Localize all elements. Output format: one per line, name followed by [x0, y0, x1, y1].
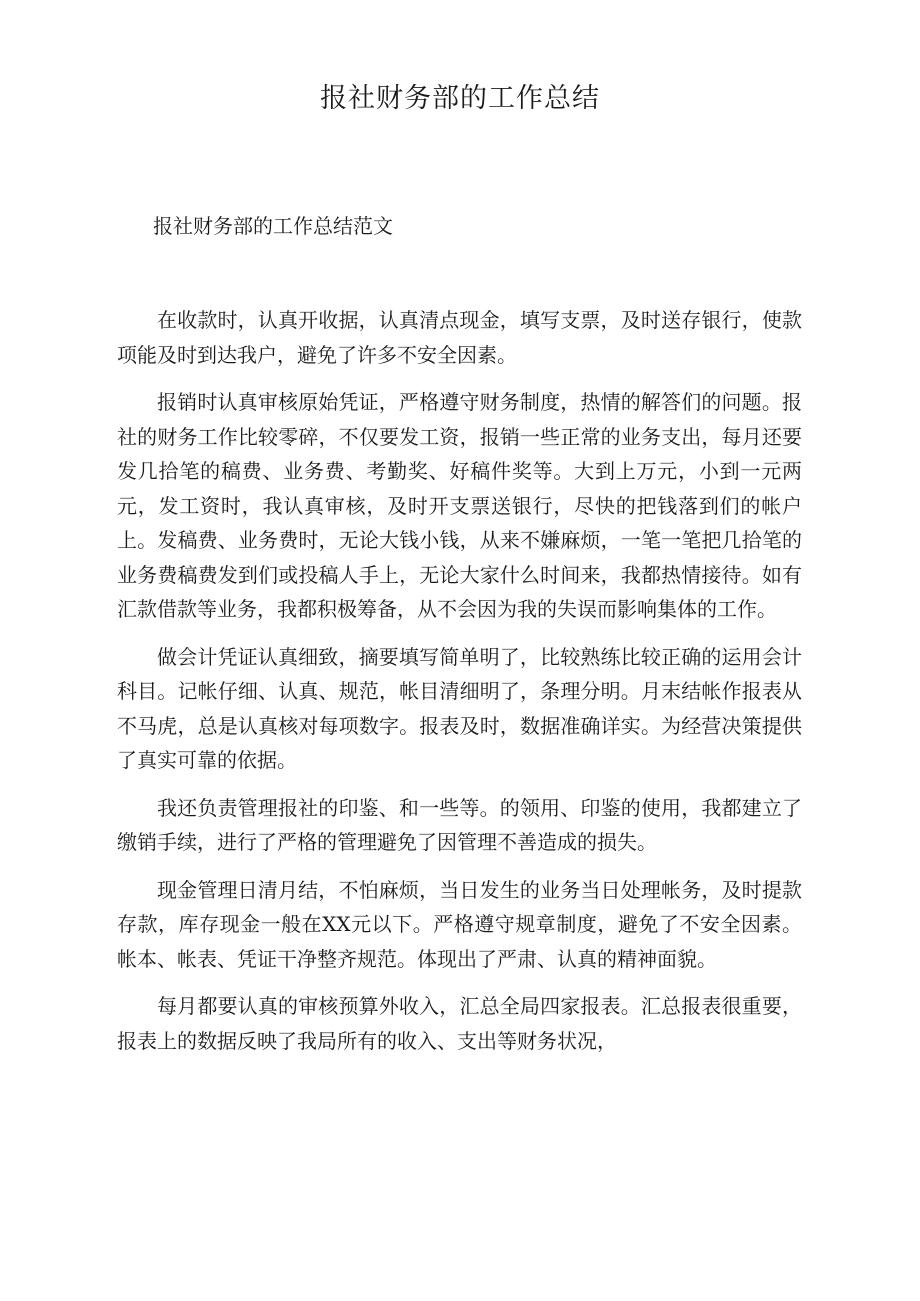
- paragraph-seals-management: 我还负责管理报社的印鉴、和一些等。的领用、印鉴的使用，我都建立了缴销手续，进行了严格的管理避免了因管理不善造成的损失。: [117, 795, 802, 854]
- paragraph-cash-management: 现金管理日清月结，不怕麻烦，当日发生的业务当日处理帐务，及时提款存款，库存现金一般在XX元以下。严格遵守规章制度，避免了不安全因素。帐本、帐表、凭证干净整齐规范。体现出了严肃、认真的精神面貌。: [117, 877, 802, 971]
- paragraph-budget-review: 每月都要认真的审核预算外收入，汇总全局四家报表。汇总报表很重要，报表上的数据反映了我局所有的收入、支出等财务状况，: [117, 994, 802, 1053]
- document-subtitle: 报社财务部的工作总结范文: [153, 214, 393, 238]
- paragraph-reimbursement: 报销时认真审核原始凭证，严格遵守财务制度，热情的解答们的问题。报社的财务工作比较零碎，不仅要发工资，报销一些正常的业务支出，每月还要发几拾笔的稿费、业务费、考勤奖、好稿件奖等。大到上万元，小到一元两元，发工资时，我认真审核，及时开支票送银行，尽快的把钱落到们的帐户上。发稿费、业务费时，无论大钱小钱，从来不嫌麻烦，一笔一笔把几拾笔的业务费稿费发到们或投稿人手上，无论大家什么时间来，我都热情接待。如有汇款借款等业务，我都积极筹备，从不会因为我的失误而影响集体的工作。: [117, 390, 802, 621]
- document-title: 报社财务部的工作总结: [320, 83, 600, 114]
- paragraph-receipts: 在收款时，认真开收据，认真清点现金，填写支票，及时送存银行，使款项能及时到达我户，避免了许多不安全因素。: [117, 308, 802, 367]
- paragraph-accounting-vouchers: 做会计凭证认真细致，摘要填写简单明了，比较熟练比较正确的运用会计科目。记帐仔细、认真、规范，帐目清细明了，条理分明。月末结帐作报表从不马虎，总是认真核对每项数字。报表及时，数据准确详实。为经营决策提供了真实可靠的依据。: [117, 644, 802, 772]
- document-body: [117, 303, 802, 1071]
